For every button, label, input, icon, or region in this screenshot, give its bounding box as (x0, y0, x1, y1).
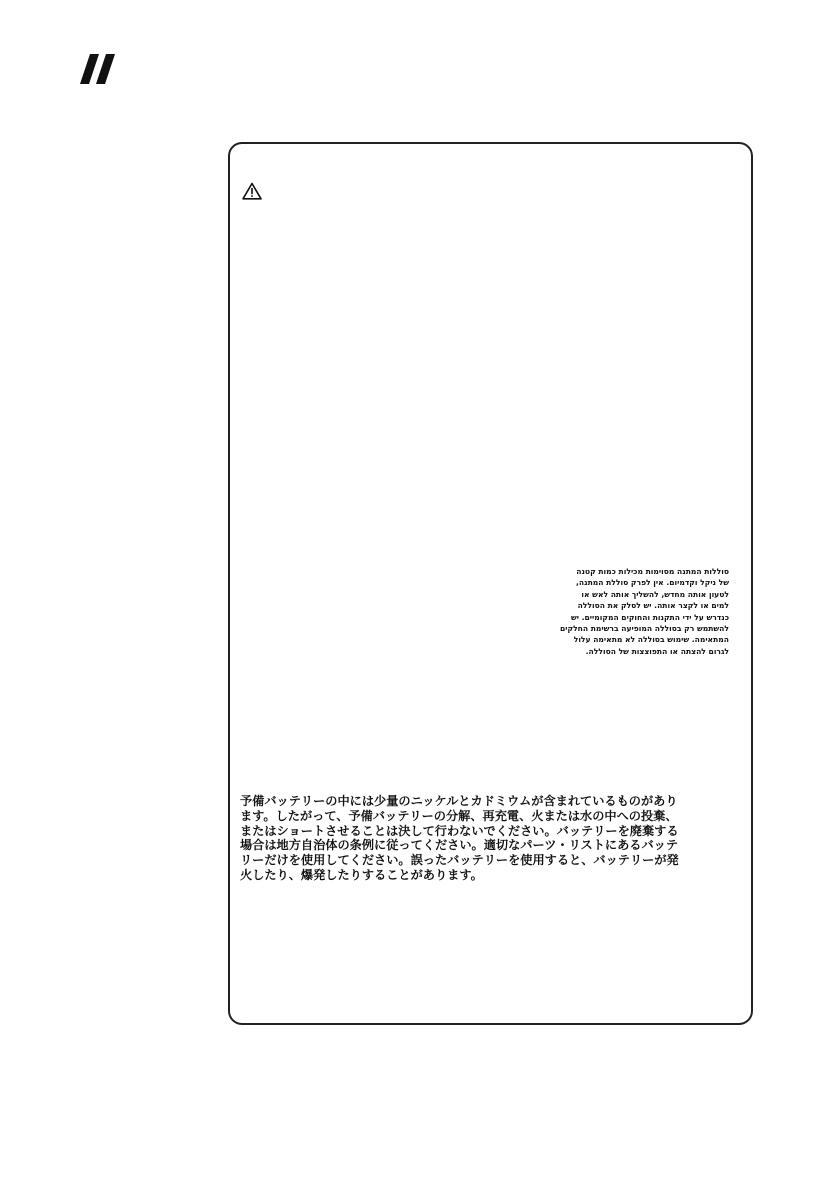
hebrew-notice-line: להשתמש רק בסוללה המופיעה ברשימת החלקים (559, 624, 729, 634)
hebrew-battery-notice (499, 566, 729, 657)
japanese-battery-notice (240, 794, 750, 883)
japanese-notice-line: ます。したがって、予備バッテリーの分解、再充電、火または水の中への投棄、 (240, 808, 678, 823)
hebrew-notice-line: כנדרש על ידי התקנות והחוקים המקומיים. יש (570, 612, 729, 622)
hebrew-notice-line: לטעון אותה מחדש, להשליך אותה לאש או (581, 589, 729, 599)
japanese-notice-line: リーだけを使用してください。誤ったバッテリーを使用すると、バッテリーが発 (240, 853, 679, 868)
japanese-notice-line: 火したり、爆発したりすることがあります。 (240, 867, 483, 882)
hebrew-notice-line: סוללות המתנה מסוימות מכילות כמות קטנה (576, 567, 729, 576)
japanese-notice-line: 場合は地方自治体の条例に従ってください。適切なパーツ・リストにあるバッテ (240, 838, 679, 853)
japanese-notice-line: 予備バッテリーの中には少量のニッケルとカドミウムが含まれているものがあり (240, 794, 678, 808)
notice-box (228, 142, 753, 1025)
japanese-notice-line: またはショートさせることは決して行わないでください。バッテリーを廃棄する (240, 823, 679, 838)
hebrew-notice-line: לגרום להצתה או התפוצצות של הסוללה. (585, 646, 729, 656)
warning-triangle-icon (242, 182, 262, 200)
double-slash-logo-icon (80, 54, 120, 84)
hebrew-notice-line: למים או לקצר אותה. יש לסלק את הסוללה (577, 601, 729, 611)
hebrew-notice-line: של ניקל וקדמיום. אין לפרק סוללת המתנה, (576, 578, 729, 588)
hebrew-notice-line: המתאימה. שימוש בסוללה לא מתאימה עלול (573, 635, 729, 645)
